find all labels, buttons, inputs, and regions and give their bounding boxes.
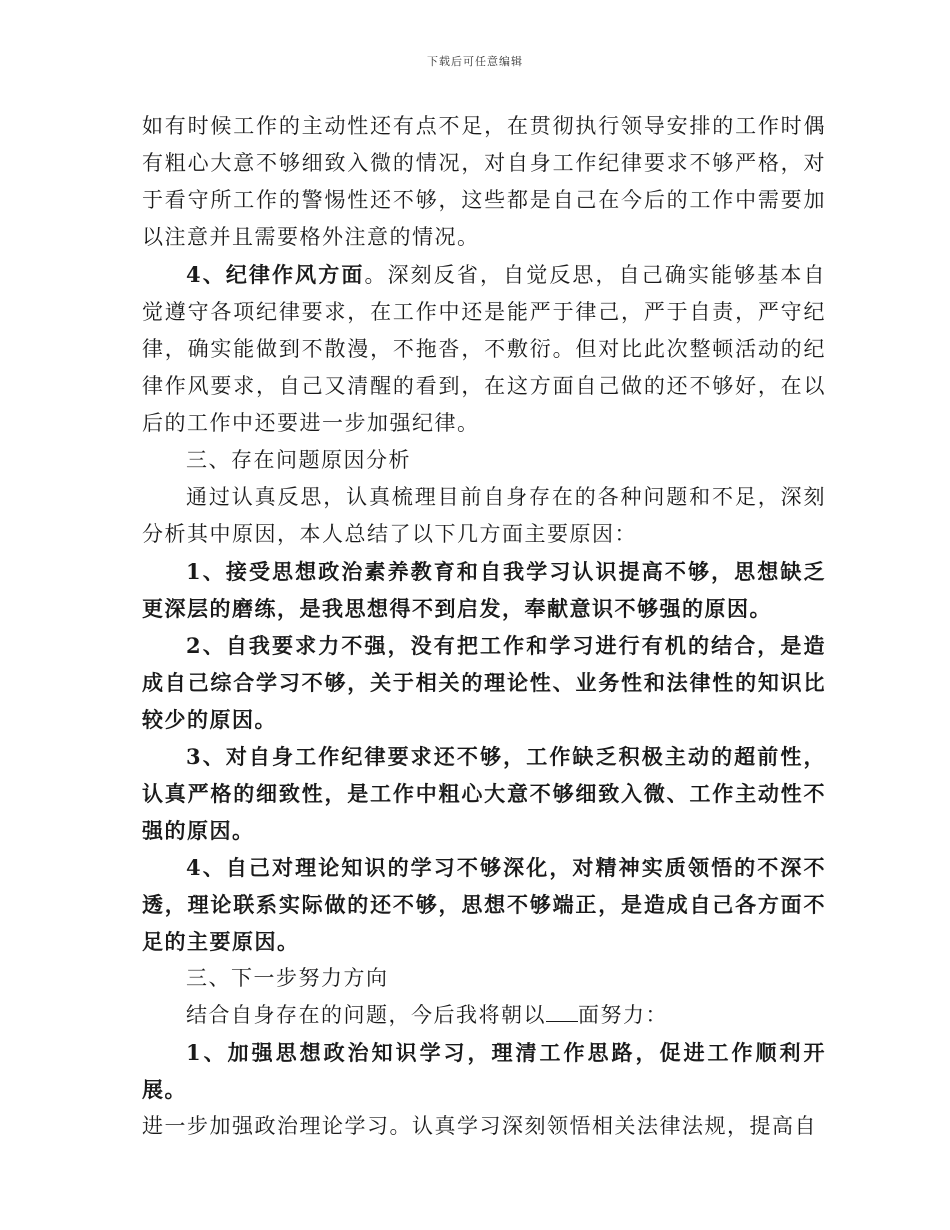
paragraph-politics-study: 进一步加强政治理论学习。认真学习深刻领悟相关法律法规，提高自 [142,1114,817,1138]
cause-item-3: 3、对自身工作纪律要求还不够，工作缺乏积极主动的超前性，认真严格的细致性，是工作中粗心大意不够细致入微、工作主动性不强的原因。 [142,744,826,843]
fill-in-blank [546,1003,578,1022]
intro-text-before-blank: 结合自身存在的问题，今后我将朝以 [186,1003,546,1027]
document-body [142,108,826,1145]
paragraph-body: 。深刻反省，自觉反思，自己确实能够基本自觉遵守各项纪律要求，在工作中还是能严于律己，严于自责，严守纪律，确实能做到不散漫，不拖沓，不敷衍。但对比此次整顿活动的纪律作风要求，自己又清醒的看到，在这方面自己做的还不够好，在以后的工作中还要进一步加强纪律。 [142,263,826,435]
paragraph-lead-bold: 4、纪律作风方面 [186,262,365,287]
page-header: 下载后可任意编辑 [427,55,523,68]
paragraph-next-steps-intro [142,997,826,1034]
next-step-item-1: 1、加强思想政治知识学习，理清工作思路，促进工作顺利开展。 [142,1040,826,1102]
cause-item-4: 4、自己对理论知识的学习不够深化，对精神实质领悟的不深不透，理论联系实际做的还不够，思想不够端正，是造成自己各方面不足的主要原因。 [142,855,826,954]
section-heading-causes: 三、存在问题原因分析 [186,448,411,472]
paragraph-discipline [142,256,826,442]
section-heading-next-steps: 三、下一步努力方向 [186,966,389,990]
intro-text-after-blank: 面努力： [578,1003,668,1027]
cause-item-1: 1、接受思想政治素养教育和自我学习认识提高不够，思想缺乏更深层的磨练，是我思想得不到启发，奉献意识不够强的原因。 [142,559,826,621]
paragraph-causes-intro: 通过认真反思，认真梳理目前自身存在的各种问题和不足，深刻分析其中原因，本人总结了以下几方面主要原因： [142,485,826,546]
cause-item-2: 2、自我要求力不强，没有把工作和学习进行有机的结合，是造成自己综合学习不够，关于相关的理论性、业务性和法律性的知识比较少的原因。 [142,633,826,732]
paragraph-continuation: 如有时候工作的主动性还有点不足，在贯彻执行领导安排的工作时偶有粗心大意不够细致入微的情况，对自身工作纪律要求不够严格，对于看守所工作的警惕性还不够，这些都是自己在今后的工作中需要加以注意并且需要格外注意的情况。 [142,114,826,249]
